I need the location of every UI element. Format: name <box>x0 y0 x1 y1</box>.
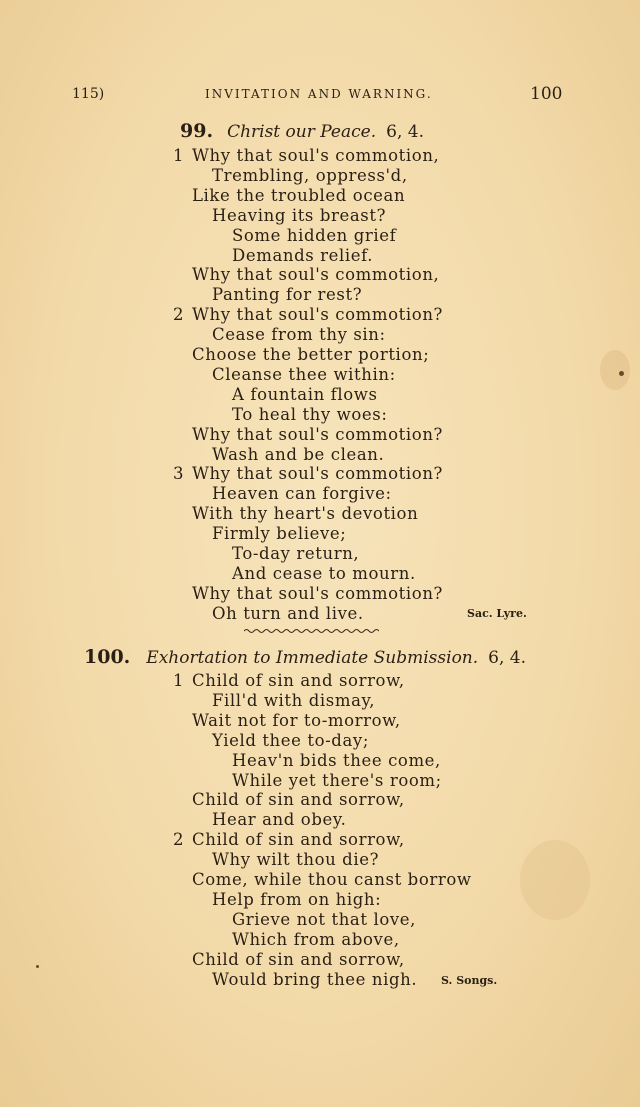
section-divider <box>244 627 379 635</box>
ink-spot <box>619 371 624 376</box>
verse-text: Demands relief. <box>232 245 374 265</box>
verse-text: While yet there's room; <box>232 770 442 790</box>
stanza-number: 2 <box>173 830 185 850</box>
hymn-meter: 6, 4. <box>488 648 526 668</box>
verse-text: Heav'n bids thee come, <box>232 750 441 770</box>
foxing-stain <box>520 840 590 920</box>
stanza-number: 1 <box>173 146 185 165</box>
verse-text: Child of sin and sorrow, <box>192 830 405 850</box>
verse-text: Which from above, <box>232 929 400 949</box>
verse-line <box>192 345 429 364</box>
verse-text: Would bring thee nigh. <box>212 969 418 989</box>
verse-line <box>192 186 405 205</box>
hymn-title: Christ our Peace. <box>227 122 377 142</box>
verse-line <box>212 691 375 710</box>
verse-text: Wait not for to-morrow, <box>192 710 401 730</box>
verse-line <box>232 751 441 770</box>
hymn-number: 99. <box>180 120 214 142</box>
verse-line <box>232 564 416 583</box>
page-number: 100 <box>530 84 563 104</box>
running-header <box>0 86 640 106</box>
stanza-number: 3 <box>173 464 185 484</box>
verse-line <box>212 166 408 185</box>
verse-line <box>192 790 405 809</box>
verse-line <box>212 484 392 503</box>
verse-line <box>212 731 369 750</box>
verse-text: Heaving its breast? <box>212 205 387 225</box>
verse-line <box>212 850 379 869</box>
verse-text: Help from on high: <box>212 889 382 909</box>
verse-line <box>232 910 416 929</box>
verse-line <box>192 950 405 969</box>
verse-line <box>232 930 400 949</box>
verse-line <box>192 305 443 324</box>
verse-line <box>212 890 381 909</box>
verse-text: Grieve not that love, <box>232 909 416 929</box>
verse-line <box>232 405 388 424</box>
verse-text: And cease to mourn. <box>232 563 416 583</box>
hymn-meter: 6, 4. <box>386 122 424 142</box>
hymn-number: 100. <box>84 646 131 668</box>
verse-line <box>192 584 443 603</box>
verse-text: Child of sin and sorrow, <box>192 671 405 690</box>
verse-text: Why that soul's commotion, <box>192 265 440 285</box>
verse-line <box>212 285 362 304</box>
verse-line <box>232 226 396 245</box>
verse-text: Wash and be clean. <box>212 444 385 464</box>
verse-line <box>232 246 373 265</box>
verse-line <box>212 325 386 344</box>
verse-line <box>192 425 443 444</box>
verse-text: Oh turn and live. <box>212 603 364 623</box>
verse-text: With thy heart's devotion <box>192 504 419 524</box>
header-title: INVITATION AND WARNING. <box>205 87 433 101</box>
verse-text: Some hidden grief <box>232 225 397 245</box>
verse-line <box>212 365 396 384</box>
verse-line <box>212 206 386 225</box>
verse-text: Panting for rest? <box>212 285 363 305</box>
verse-text: A fountain flows <box>232 384 378 404</box>
verse-text: Why that soul's commotion? <box>192 424 443 444</box>
verse-line <box>192 265 439 284</box>
hymn-100-heading <box>84 646 526 668</box>
verse-text: Yield thee to-day; <box>212 730 369 750</box>
verse-text: Cease from thy sin: <box>212 325 386 345</box>
verse-text: Hear and obey. <box>212 810 347 830</box>
verse-text: Why that soul's commotion? <box>192 305 443 325</box>
stanza-number: 1 <box>173 671 185 690</box>
verse-text: Choose the better portion; <box>192 345 430 364</box>
hymn-title: Exhortation to Immediate Submission. <box>146 648 479 668</box>
verse-line <box>192 711 401 730</box>
verse-line <box>212 445 384 464</box>
verse-text: Why that soul's commotion, <box>192 146 440 165</box>
verse-text: Why wilt thou die? <box>212 850 380 870</box>
verse-text: Come, while thou canst borrow <box>192 870 472 889</box>
verse-line <box>192 830 405 849</box>
verse-text: Fill'd with dismay, <box>212 690 376 710</box>
verse-text: Cleanse thee within: <box>212 364 396 384</box>
verse-line <box>212 810 346 829</box>
verse-line <box>212 524 346 543</box>
verse-line <box>192 870 472 889</box>
hymn-99-heading <box>180 120 424 142</box>
verse-text: To-day return, <box>232 544 360 563</box>
verse-text: Firmly believe; <box>212 524 347 544</box>
verse-text: Trembling, oppress'd, <box>212 165 408 185</box>
verse-text: Like the troubled ocean <box>192 185 406 205</box>
ink-spot <box>36 965 39 968</box>
foxing-stain <box>600 350 630 390</box>
verse-line <box>192 464 443 483</box>
verse-text: Why that soul's commotion? <box>192 583 443 603</box>
stanza-number: 2 <box>173 305 185 325</box>
verse-line <box>192 504 418 523</box>
header-left-mark: 115) <box>72 86 105 102</box>
verse-line <box>232 385 378 404</box>
verse-text: Why that soul's commotion? <box>192 464 443 484</box>
verse-line <box>192 146 439 165</box>
verse-text: To heal thy woes: <box>232 404 388 424</box>
verse-line <box>192 671 405 690</box>
verse-line <box>232 544 359 563</box>
verse-line <box>212 970 417 989</box>
hymn-attribution: S. Songs. <box>441 974 498 987</box>
hymn-attribution: Sac. Lyre. <box>467 607 527 620</box>
verse-line <box>232 771 442 790</box>
verse-line <box>212 604 364 623</box>
verse-text: Heaven can forgive: <box>212 484 392 504</box>
verse-text: Child of sin and sorrow, <box>192 790 405 810</box>
verse-text: Child of sin and sorrow, <box>192 949 405 969</box>
